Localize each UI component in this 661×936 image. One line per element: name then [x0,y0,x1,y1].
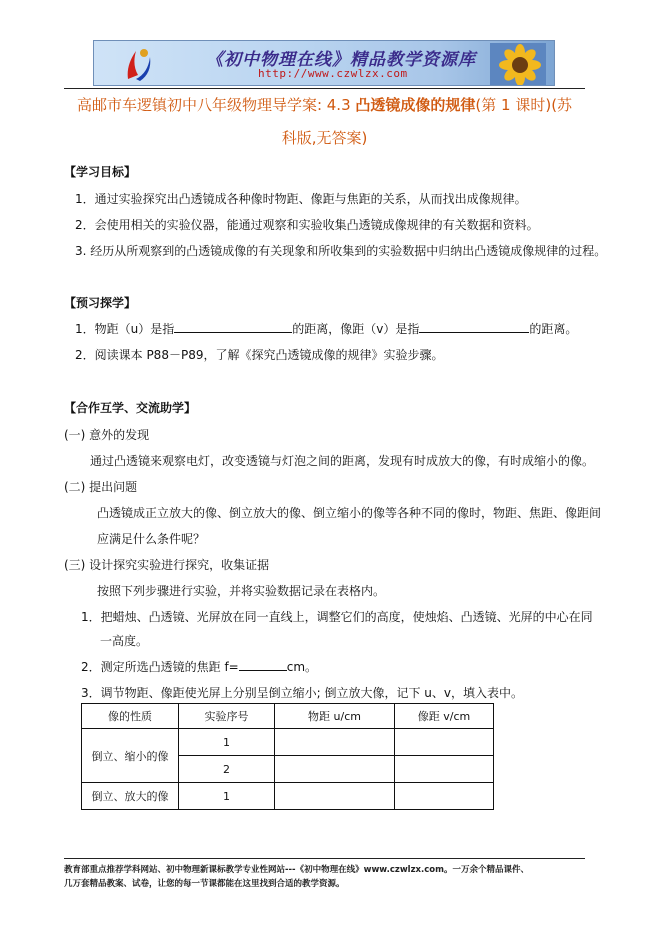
title-prefix: 高邮市车逻镇初中八年级物理导学案: 4.3 [76,96,356,114]
subsection-text-1: 通过凸透镜来观察电灯，改变透镜与灯泡之间的距离，发现有时成放大的像，有时成缩小的像。 [90,454,595,468]
subsection-heading-2: (二) 提出问题 [64,480,138,494]
goal-item: 1．通过实验探究出凸透镜成各种像时物距、像距与焦距的关系，从而找出成像规律。 [75,192,527,206]
table-header-cell: 像距 v/cm [395,704,494,729]
subsection-heading-3: (三) 设计探究实验进行探究，收集证据 [64,558,270,572]
fill-blank-image-distance[interactable] [419,321,529,333]
document-title [64,94,585,116]
table-header-cell: 物距 u/cm [275,704,395,729]
table-cell-object-distance[interactable] [275,729,395,756]
sunflower-image [490,43,546,86]
preview-item-1-text-b: 的距离，像距（v）是指 [292,322,420,336]
preview-item-1-text-a: 1．物距（u）是指 [75,322,175,336]
preview-item-1 [75,321,577,337]
table-cell-property: 倒立、放大的像 [82,783,179,810]
footer-rule [64,858,585,859]
header-rule [64,88,585,89]
table-cell-image-distance[interactable] [395,783,494,810]
step-1-line-a: 1．把蜡烛、凸透镜、光屏放在同一直线上，调整它们的高度，使烛焰、凸透镜、光屏的中心在同 [81,610,593,624]
table-cell-property: 倒立、缩小的像 [82,729,179,783]
subsection-text-3: 按照下列步骤进行实验，并将实验数据记录在表格内。 [97,584,386,598]
document-title-line2: 科版,无答案) [281,129,368,147]
table-cell-object-distance[interactable] [275,756,395,783]
section-heading-goals: 【学习目标】 [64,165,137,179]
preview-item-2: 2．阅读课本 P88－P89，了解《探究凸透镜成像的规律》实验步骤。 [75,348,444,362]
table-cell-object-distance[interactable] [275,783,395,810]
table-cell-seq: 2 [179,756,275,783]
title-topic: 凸透镜成像的规律 [355,96,476,114]
section-heading-preview [64,295,136,311]
title-suffix: (第 1 课时)(苏 [475,96,573,114]
subsection-text-2a: 凸透镜成正立放大的像、倒立放大的像、倒立缩小的像等各种不同的像时，物距、焦距、像距间 [97,506,602,520]
header-banner [93,40,555,86]
preview-heading-text: 【预习探学】 [64,296,137,310]
table-header-cell: 实验序号 [179,704,275,729]
step-2-text-b: cm。 [286,660,318,674]
banner-url[interactable]: http://www.czwlzx.com [258,67,408,80]
footer-line-1: 教育部重点推荐学科网站、初中物理新课标教学专业性网站---《初中物理在线》www.czwlzx.com。一万余个精品课件、 [64,865,529,875]
step-3: 3．调节物距、像距使光屏上分别呈倒立缩小; 倒立放大像，记下 u、v，填入表中。 [81,686,524,700]
preview-item-1-text-c: 的距离。 [529,322,578,336]
banner-title: 《初中物理在线》精品教学资源库 [206,50,476,70]
goal-item: 2．会使用相关的实验仪器，能通过观察和实验收集凸透镜成像规律的有关数据和资料。 [75,218,539,232]
footer-line-2: 几万套精品教案、试卷，让您的每一节课都能在这里找到合适的教学资源。 [64,879,345,889]
table-cell-seq: 1 [179,783,275,810]
step-2-text-a: 2．测定所选凸透镜的焦距 f= [81,660,239,674]
step-2 [81,659,317,675]
table-cell-image-distance[interactable] [395,756,494,783]
step-1-line-b: 一高度。 [100,634,149,648]
subsection-heading-1: (一) 意外的发现 [64,428,150,442]
fill-blank-object-distance[interactable] [174,321,292,333]
table-cell-seq: 1 [179,729,275,756]
subsection-text-2b: 应满足什么条件呢？ [97,532,206,546]
goal-item: 3. 经历从所观察到的凸透镜成像的有关现象和所收集到的实验数据中归纳出凸透镜成像规律的过程。 [75,244,607,258]
fill-blank-focal-length[interactable] [239,659,287,671]
site-logo [122,45,154,83]
table-row [82,729,494,756]
table-header-cell: 像的性质 [82,704,179,729]
data-table [81,703,494,810]
table-cell-image-distance[interactable] [395,729,494,756]
table-header-row [82,704,494,729]
table-row [82,783,494,810]
section-heading-cooperation: 【合作互学、交流助学】 [64,401,197,415]
